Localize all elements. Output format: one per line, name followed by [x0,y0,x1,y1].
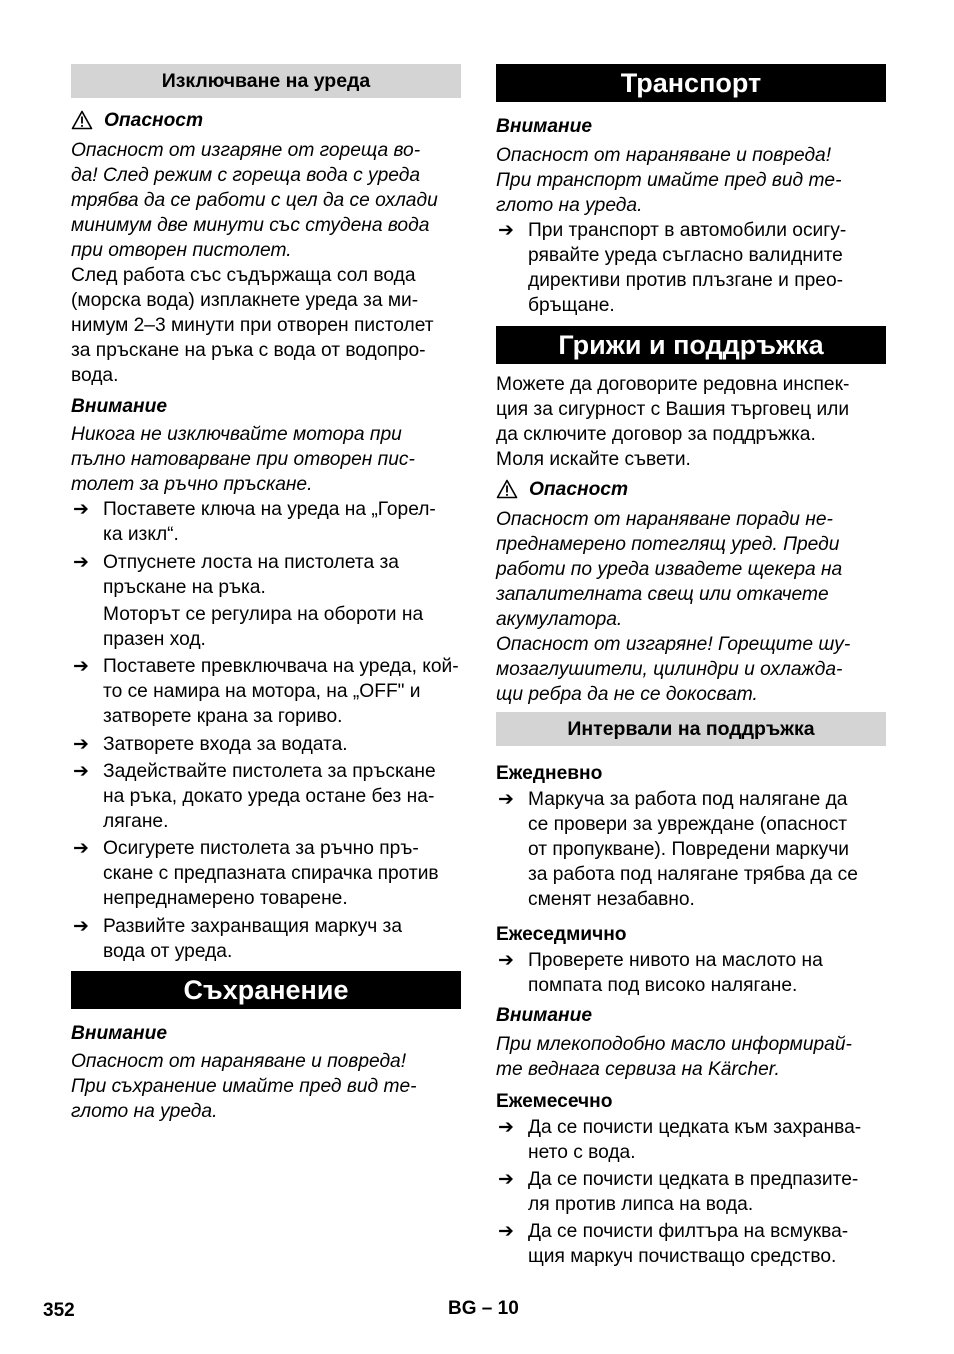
step-line: щия маркуч почистващо средство. [528,1246,837,1267]
danger-text-line: Опасност от изгаряне! Горещите шу- [496,634,851,655]
step-line: Развийте захранващия маркуч за [103,916,403,937]
step-line: При транспорт в автомобили осигу- [528,220,847,241]
step-line: рявайте уреда съгласно валидните [528,245,843,266]
attention-title: Внимание [496,1005,593,1026]
paragraph-line: Можете да договорите редовна инспек- [496,374,850,395]
paragraph-line: ция за сигурност с Вашия търговец или [496,399,850,420]
step-line: лягане. [103,811,169,832]
attention-text-line: При съхранение имайте пред вид те- [71,1076,417,1097]
step-note-line: празен ход. [103,629,206,650]
section-header-switch-off: Изключване на уреда [71,64,461,98]
step-line: помпата под високо налягане. [528,975,798,996]
step-line: от пропукване). Повредени маркучи [528,839,849,860]
language-page-label: BG – 10 [448,1298,519,1319]
step-note-line: Моторът се регулира на обороти на [103,604,424,625]
step-line: Затворете входа за водата. [103,734,348,755]
attention-text-line: те веднага сервиза на Kärcher. [496,1059,780,1080]
paragraph-line: (морска вода) изплакнете уреда за ми- [71,290,419,311]
arrow-right-icon: ➔ [73,552,89,573]
attention-title: Внимание [496,116,593,137]
arrow-right-icon: ➔ [73,838,89,859]
page-number: 352 [43,1300,75,1321]
paragraph-line: вода. [71,365,119,386]
section-title-storage: Съхранение [71,971,461,1009]
step-line: ка изкл“. [103,524,179,545]
step-line: пръскане на ръка. [103,577,266,598]
interval-title-weekly: Ежеседмично [496,924,627,945]
attention-title: Внимание [71,1023,168,1044]
danger-text-line: трябва да се работи с цел да се охлади [71,190,438,211]
step-line: непреднамерено товарене. [103,888,348,909]
danger-text-line: щи ребра да не се докосват. [496,684,758,705]
section-title-care: Грижи и поддръжка [496,326,886,364]
step-line: ля против липса на вода. [528,1194,754,1215]
step-line: Поставете превключвача на уреда, кой- [103,656,459,677]
arrow-right-icon: ➔ [498,220,514,241]
section-title-transport: Транспорт [496,64,886,102]
attention-title: Внимание [71,396,168,417]
arrow-right-icon: ➔ [73,761,89,782]
step-line: скане с предпазната спирачка против [103,863,439,884]
paragraph-line: да сключите договор за поддръжка. [496,424,816,445]
interval-title-monthly: Ежемесечно [496,1091,613,1112]
danger-text-line: мозаглушители, цилиндри и охлажда- [496,659,843,680]
step-line: бръщане. [528,295,615,316]
step-line: Поставете ключа на уреда на „Горел- [103,499,436,520]
attention-text-line: При транспорт имайте пред вид те- [496,170,842,191]
attention-text-line: Опасност от нараняване и повреда! [496,145,832,166]
paragraph-line: Моля искайте съвети. [496,449,691,470]
step-line: Да се почисти цедката към захранва- [528,1117,862,1138]
danger-text-line: запалителната свещ или откачете [496,584,829,605]
step-line: затворете крана за гориво. [103,706,343,727]
danger-text-line: Опасност от изгаряне от гореща во- [71,140,421,161]
attention-text-line: глото на уреда. [496,195,643,216]
paragraph-line: нимум 2–3 минути при отворен пистолет [71,315,434,336]
attention-text-line: толет за ръчно пръскане. [71,474,313,495]
step-line: Маркуча за работа под налягане да [528,789,848,810]
step-line: сменят незабавно. [528,889,695,910]
danger-title: Опасност [529,479,629,500]
arrow-right-icon: ➔ [498,1169,514,1190]
arrow-right-icon: ➔ [73,656,89,677]
danger-title: Опасност [104,110,204,131]
attention-text-line: пълно натоварване при отворен пис- [71,449,415,470]
step-line: се провери за увреждане (опасност [528,814,848,835]
danger-text-line: преднамерено потеглящ уред. Преди [496,534,840,555]
step-line: Отпуснете лоста на пистолета за [103,552,399,573]
step-line: нето с вода. [528,1142,636,1163]
step-line: Да се почисти цедката в предпазите- [528,1169,859,1190]
section-header-intervals: Интервали на поддръжка [496,712,886,746]
step-line: то се намира на мотора, на „OFF" и [103,681,421,702]
step-line: вода от уреда. [103,941,233,962]
warning-triangle-icon [71,110,93,130]
danger-text-line: Опасност от нараняване поради не- [496,509,833,530]
arrow-right-icon: ➔ [498,789,514,810]
step-line: за работа под налягане трябва да се [528,864,858,885]
paragraph-line: за пръскане на ръка с вода от водопро- [71,340,426,361]
paragraph-line: След работа със съдържаща сол вода [71,265,416,286]
step-line: Проверете нивото на маслото на [528,950,823,971]
attention-text-line: При млекоподобно масло информирай- [496,1034,852,1055]
arrow-right-icon: ➔ [498,950,514,971]
step-line: директиви против плъзгане и прео- [528,270,844,291]
step-line: Осигурете пистолета за ръчно пръ- [103,838,419,859]
arrow-right-icon: ➔ [73,499,89,520]
danger-text-line: акумулатора. [496,609,623,630]
arrow-right-icon: ➔ [73,916,89,937]
attention-text-line: Никога не изключвайте мотора при [71,424,402,445]
attention-text-line: глото на уреда. [71,1101,218,1122]
danger-text-line: да! След режим с гореща вода с уреда [71,165,421,186]
arrow-right-icon: ➔ [498,1117,514,1138]
arrow-right-icon: ➔ [498,1221,514,1242]
interval-title-daily: Ежедневно [496,763,603,784]
danger-text-line: минимум две минути със студена вода [71,215,430,236]
step-line: Задействайте пистолета за пръскане [103,761,436,782]
danger-text-line: работи по уреда извадете щекера на [496,559,843,580]
step-line: на ръка, докато уреда остане без на- [103,786,435,807]
warning-triangle-icon [496,479,518,499]
attention-text-line: Опасност от нараняване и повреда! [71,1051,407,1072]
step-line: Да се почисти филтъра на всмуква- [528,1221,849,1242]
danger-text-line: при отворен пистолет. [71,240,292,261]
arrow-right-icon: ➔ [73,734,89,755]
